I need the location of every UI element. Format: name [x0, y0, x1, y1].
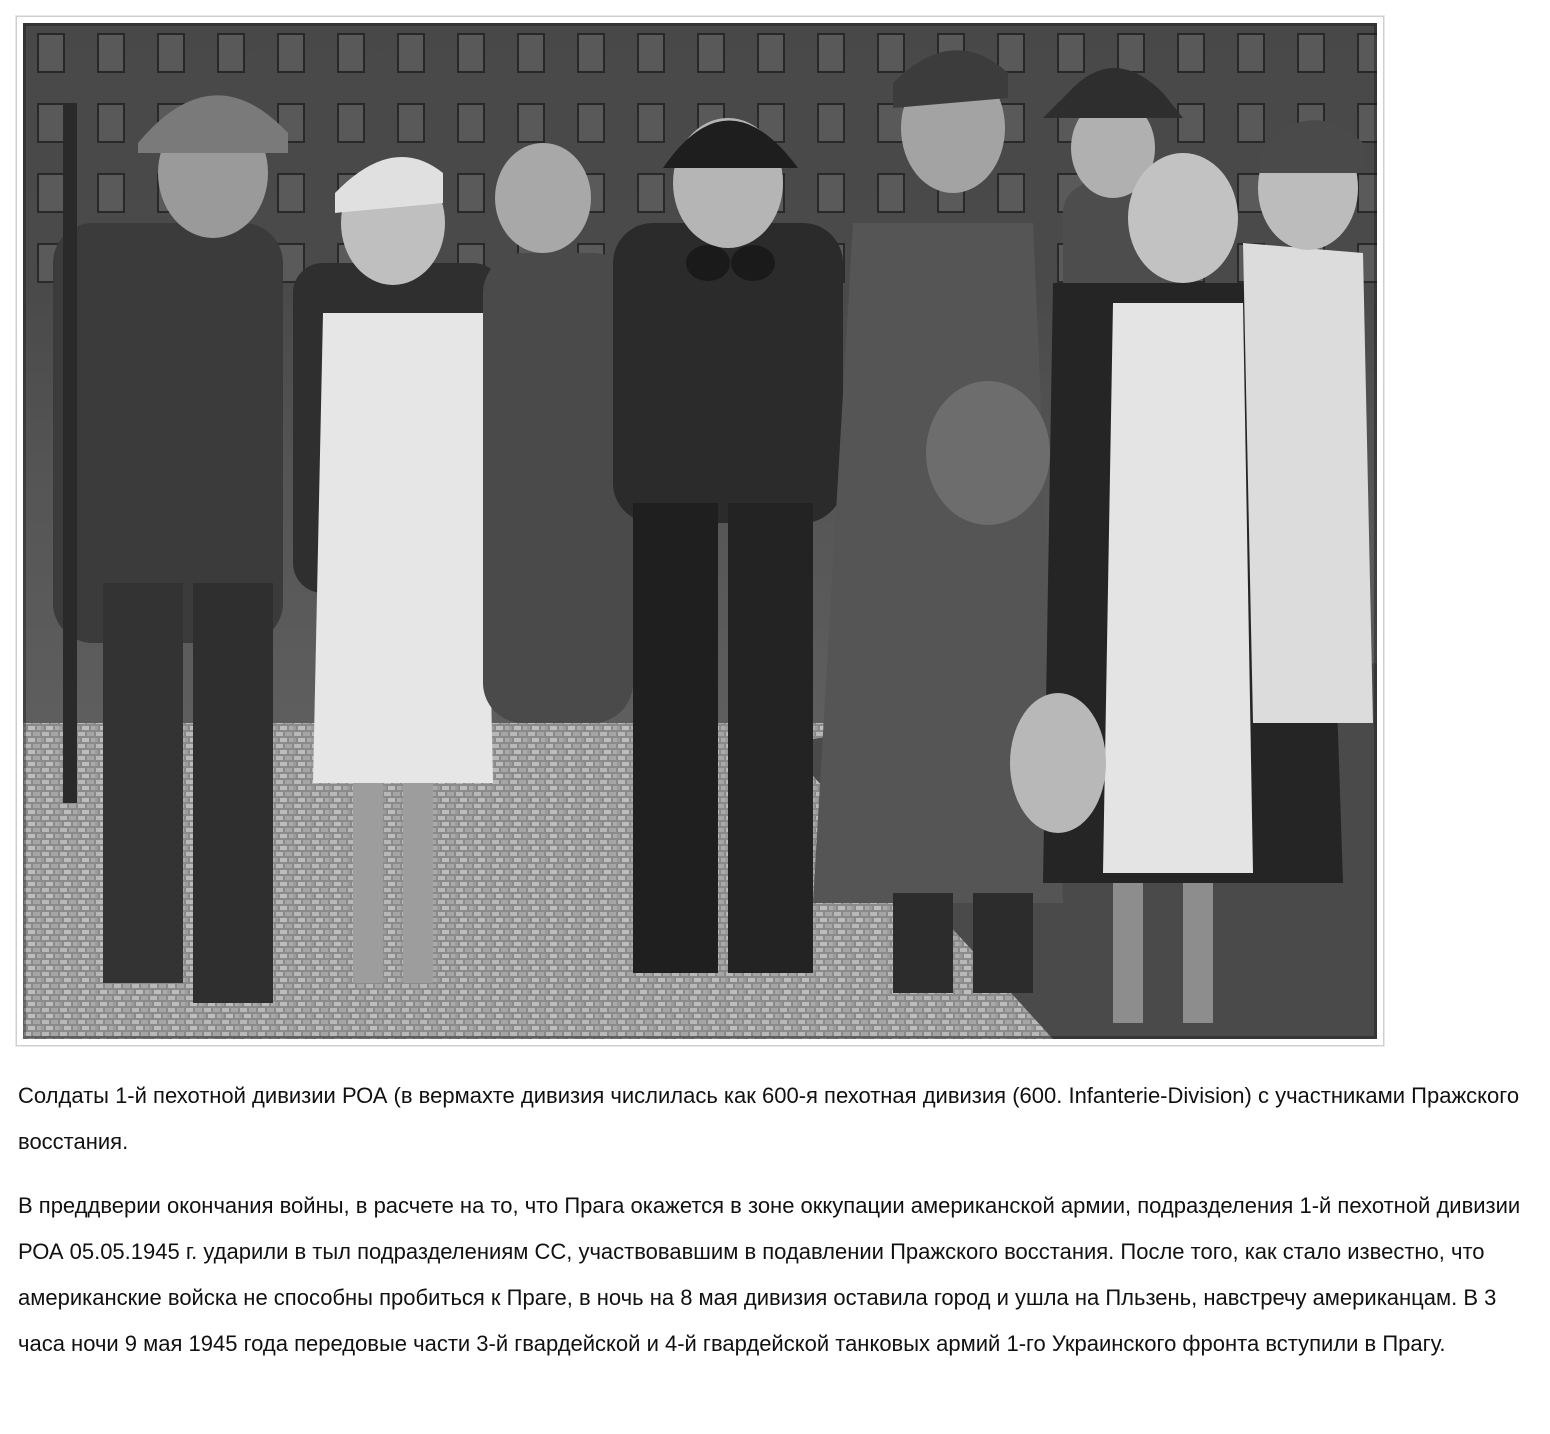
historical-photo: [23, 23, 1377, 1039]
photo-caption: Солдаты 1-й пехотной дивизии РОА (в вермахте дивизия числилась как 600-я пехотная дивизия (600. Infanterie-Division) с участниками Пражского восстания.: [18, 1083, 1520, 1154]
photo-frame: [16, 16, 1384, 1046]
article-paragraph: В преддверии окончания войны, в расчете на то, что Прага окажется в зоне оккупации американской армии, подразделения 1-й пехотной дивизии РОА 05.05.1945 г. ударили в тыл подразделениям СС, участвовавшим в подавлении Пражского восстания. После того, как стало известно, что американские войска не способны пробиться к Праге, в ночь на 8 мая дивизия оставила город и ушла на Пльзень, навстречу американцам. В 3 часа ночи 9 мая 1945 года передовые части 3-й гвардейской и 4-й гвардейской танковых армий 1-го Украинского фронта вступили в Прагу.: [18, 1193, 1521, 1356]
